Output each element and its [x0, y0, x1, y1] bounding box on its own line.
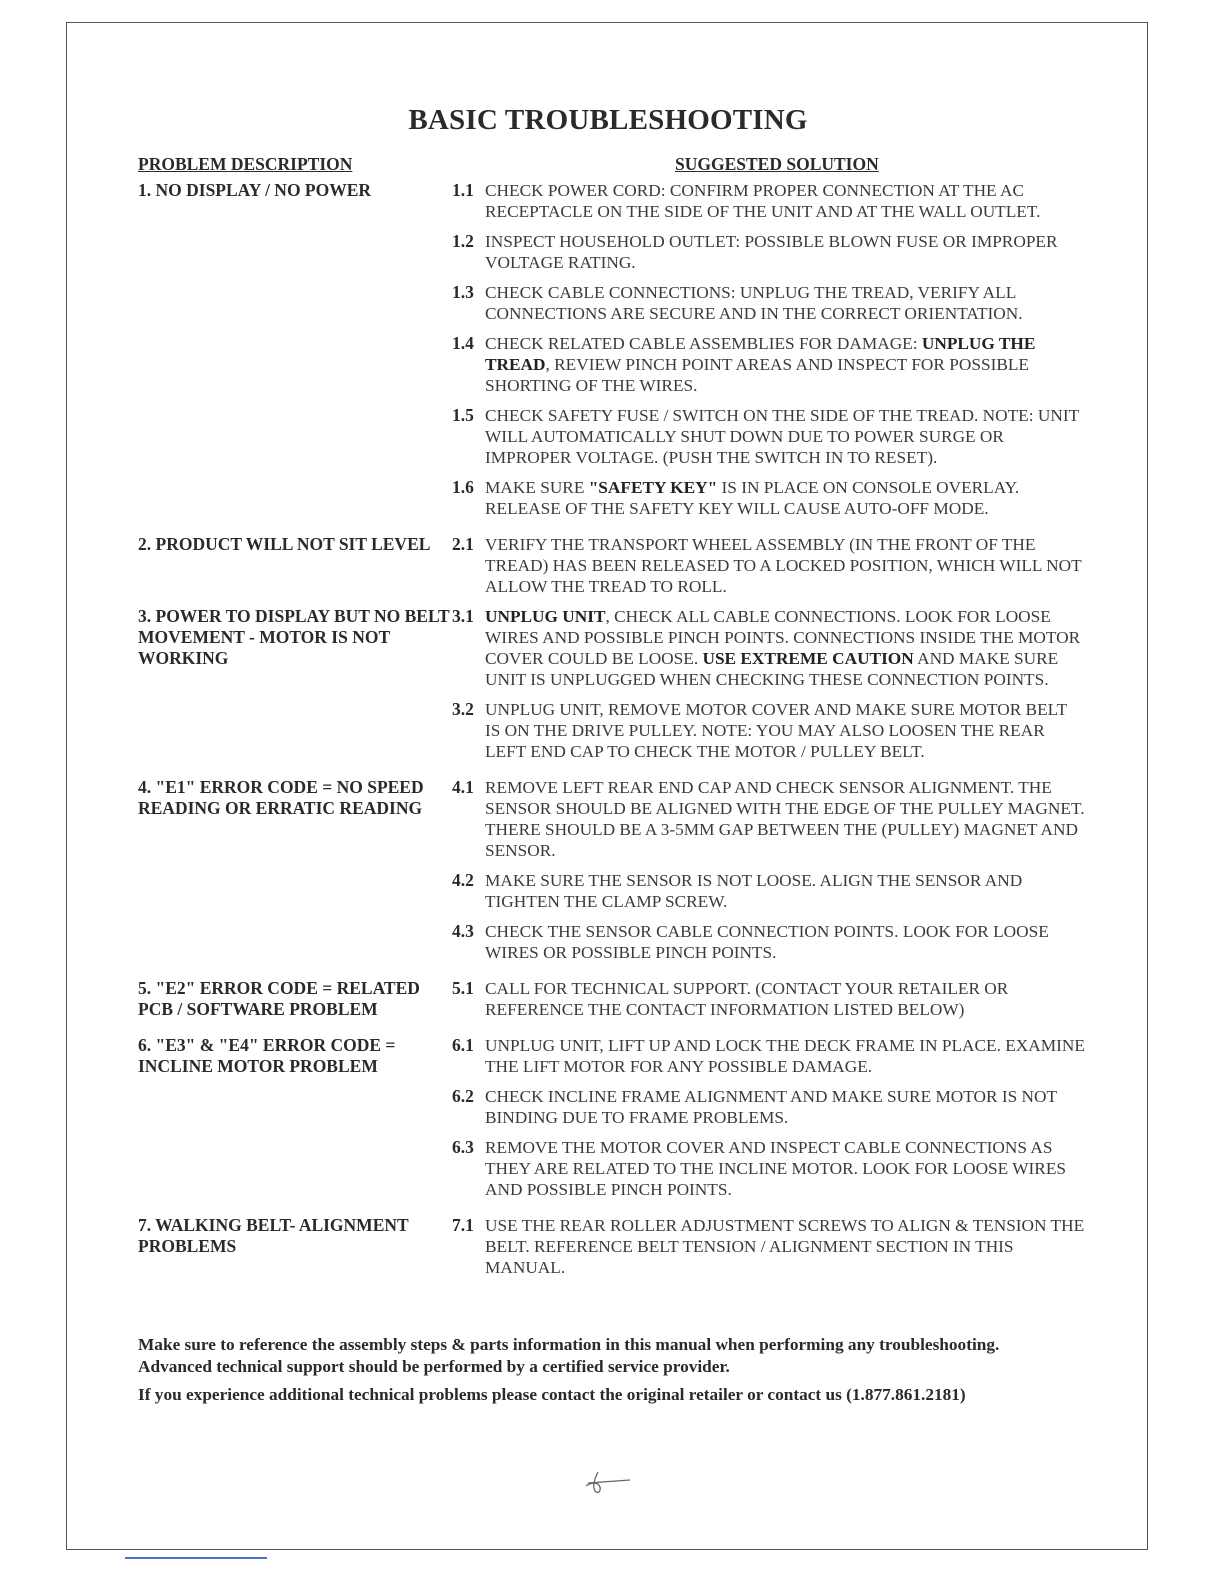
problem-description: 7. WALKING BELT- ALIGNMENT PROBLEMS: [138, 1215, 409, 1256]
problem-description: 5. "E2" ERROR CODE = RELATED PCB / SOFTWARE PROBLEM: [138, 978, 420, 1019]
problem-description: 1. NO DISPLAY / NO POWER: [138, 180, 372, 200]
solution-list: [452, 180, 1088, 528]
emphasis-text: UNPLUG THE TREAD: [485, 334, 1036, 374]
solution-number: 4.1: [452, 777, 474, 797]
solution-text: CHECK RELATED CABLE ASSEMBLIES FOR DAMAGE: UNPLUG THE TREAD, REVIEW PINCH POINT AREAS AND INSPECT FOR POSSIBLE SHORTING OF THE WIRES.: [485, 334, 1036, 395]
solution-item: [452, 282, 1088, 324]
solution-text: VERIFY THE TRANSPORT WHEEL ASSEMBLY (IN THE FRONT OF THE TREAD) HAS BEEN RELEASED TO A LOCKED POSITION, WHICH WILL NOT ALLOW THE TREAD TO ROLL.: [485, 535, 1082, 596]
troubleshooting-table: [138, 180, 1088, 1287]
solution-item: [452, 870, 1088, 912]
table-row: [138, 534, 1088, 606]
solution-item: [452, 921, 1088, 963]
page-title: BASIC TROUBLESHOOTING: [408, 104, 808, 136]
solution-text: CHECK POWER CORD: CONFIRM PROPER CONNECTION AT THE AC RECEPTACLE ON THE SIDE OF THE UNIT AND AT THE WALL OUTLET.: [485, 181, 1041, 221]
solution-item: [452, 1137, 1088, 1200]
emphasis-text: USE EXTREME CAUTION: [702, 649, 914, 668]
blue-underline: [125, 1557, 267, 1559]
table-row: [138, 1215, 1088, 1287]
problem-description: 2. PRODUCT WILL NOT SIT LEVEL: [138, 534, 431, 554]
solution-text: CHECK INCLINE FRAME ALIGNMENT AND MAKE SURE MOTOR IS NOT BINDING DUE TO FRAME PROBLEMS.: [485, 1087, 1057, 1127]
footer-notes: [138, 1334, 1088, 1406]
solution-number: 6.1: [452, 1035, 474, 1055]
handwritten-mark-icon: [584, 1466, 634, 1500]
problem-description: 6. "E3" & "E4" ERROR CODE = INCLINE MOTOR PROBLEM: [138, 1035, 396, 1076]
solution-text: REMOVE LEFT REAR END CAP AND CHECK SENSOR ALIGNMENT. THE SENSOR SHOULD BE ALIGNED WITH THE EDGE OF THE PULLEY MAGNET. THERE SHOULD BE A 3-5MM GAP BETWEEN THE (PULLEY) MAGNET AND SENSOR.: [485, 778, 1085, 860]
solution-text: USE THE REAR ROLLER ADJUSTMENT SCREWS TO ALIGN & TENSION THE BELT. REFERENCE BELT TENSION / ALIGNMENT SECTION IN THIS MANUAL.: [485, 1216, 1085, 1277]
solution-item: [452, 1035, 1088, 1077]
solution-number: 1.3: [452, 282, 474, 302]
solution-text: CHECK THE SENSOR CABLE CONNECTION POINTS. LOOK FOR LOOSE WIRES OR POSSIBLE PINCH POINTS.: [485, 922, 1049, 962]
solution-item: [452, 1086, 1088, 1128]
solution-list: [452, 1035, 1088, 1209]
table-row: [138, 1035, 1088, 1209]
solution-number: 3.1: [452, 606, 474, 626]
solution-number: 2.1: [452, 534, 474, 554]
solution-item: [452, 180, 1088, 222]
solution-number: 3.2: [452, 699, 474, 719]
contact-note: If you experience additional technical problems please contact the original retailer or contact us (1.877.861.2181): [138, 1385, 966, 1404]
support-note: Advanced technical support should be performed by a certified service provider.: [138, 1356, 730, 1376]
solution-text: UNPLUG UNIT, CHECK ALL CABLE CONNECTIONS. LOOK FOR LOOSE WIRES AND POSSIBLE PINCH POINTS. CONNECTIONS INSIDE THE MOTOR COVER COULD BE LOOSE. USE EXTREME CAUTION AND MAKE SURE UNIT IS UNPLUGGED WHEN CHECKING THESE CONNECTION POINTS.: [485, 607, 1081, 689]
table-row: [138, 180, 1088, 528]
solution-item: [452, 606, 1088, 690]
problem-description-header: PROBLEM DESCRIPTION: [138, 154, 353, 174]
solution-number: 1.6: [452, 477, 474, 497]
solution-item: [452, 405, 1088, 468]
solution-item: [452, 777, 1088, 861]
solution-number: 6.3: [452, 1137, 474, 1157]
reference-note: Make sure to reference the assembly steps & parts information in this manual when performing any troubleshooting.: [138, 1335, 1000, 1354]
solution-number: 6.2: [452, 1086, 474, 1106]
solution-number: 7.1: [452, 1215, 474, 1235]
solution-list: [452, 1215, 1088, 1287]
solution-number: 1.5: [452, 405, 474, 425]
solution-item: [452, 699, 1088, 762]
solution-text: UNPLUG UNIT, REMOVE MOTOR COVER AND MAKE SURE MOTOR BELT IS ON THE DRIVE PULLEY. NOTE: YOU MAY ALSO LOOSEN THE REAR LEFT END CAP TO CHECK THE MOTOR / PULLEY BELT.: [485, 700, 1067, 761]
solution-text: INSPECT HOUSEHOLD OUTLET: POSSIBLE BLOWN FUSE OR IMPROPER VOLTAGE RATING.: [485, 232, 1058, 272]
table-row: [138, 606, 1088, 771]
suggested-solution-header: SUGGESTED SOLUTION: [675, 154, 879, 174]
solution-number: 1.2: [452, 231, 474, 251]
solution-number: 4.3: [452, 921, 474, 941]
solution-item: [452, 333, 1088, 396]
solution-text: MAKE SURE "SAFETY KEY" IS IN PLACE ON CONSOLE OVERLAY. RELEASE OF THE SAFETY KEY WILL CAUSE AUTO-OFF MODE.: [485, 478, 1020, 518]
emphasis-text: UNPLUG UNIT: [485, 607, 606, 626]
solution-item: [452, 978, 1088, 1020]
solution-text: REMOVE THE MOTOR COVER AND INSPECT CABLE CONNECTIONS AS THEY ARE RELATED TO THE INCLINE MOTOR. LOOK FOR LOOSE WIRES AND POSSIBLE PINCH POINTS.: [485, 1138, 1066, 1199]
solution-number: 1.1: [452, 180, 474, 200]
solution-number: 1.4: [452, 333, 474, 353]
solution-text: CHECK CABLE CONNECTIONS: UNPLUG THE TREAD, VERIFY ALL CONNECTIONS ARE SECURE AND IN THE CORRECT ORIENTATION.: [485, 283, 1023, 323]
solution-item: [452, 231, 1088, 273]
problem-description: 4. "E1" ERROR CODE = NO SPEED READING OR ERRATIC READING: [138, 777, 424, 818]
solution-text: MAKE SURE THE SENSOR IS NOT LOOSE. ALIGN THE SENSOR AND TIGHTEN THE CLAMP SCREW.: [485, 871, 1023, 911]
solution-item: [452, 1215, 1088, 1278]
solution-number: 4.2: [452, 870, 474, 890]
solution-number: 5.1: [452, 978, 474, 998]
solution-list: [452, 534, 1088, 606]
solution-item: [452, 534, 1088, 597]
solution-text: CALL FOR TECHNICAL SUPPORT. (CONTACT YOUR RETAILER OR REFERENCE THE CONTACT INFORMATION LISTED BELOW): [485, 979, 1009, 1019]
solution-list: [452, 777, 1088, 972]
solution-item: [452, 477, 1088, 519]
solution-text: CHECK SAFETY FUSE / SWITCH ON THE SIDE OF THE TREAD. NOTE: UNIT WILL AUTOMATICALLY SHUT DOWN DUE TO POWER SURGE OR IMPROPER VOLTAGE. (PUSH THE SWITCH IN TO RESET).: [485, 406, 1079, 467]
table-row: [138, 978, 1088, 1029]
solution-list: [452, 606, 1088, 771]
emphasis-text: "SAFETY KEY": [588, 478, 718, 497]
problem-description: 3. POWER TO DISPLAY BUT NO BELT MOVEMENT - MOTOR IS NOT WORKING: [138, 606, 450, 668]
solution-text: UNPLUG UNIT, LIFT UP AND LOCK THE DECK FRAME IN PLACE. EXAMINE THE LIFT MOTOR FOR ANY POSSIBLE DAMAGE.: [485, 1036, 1085, 1076]
solution-list: [452, 978, 1088, 1029]
table-row: [138, 777, 1088, 972]
